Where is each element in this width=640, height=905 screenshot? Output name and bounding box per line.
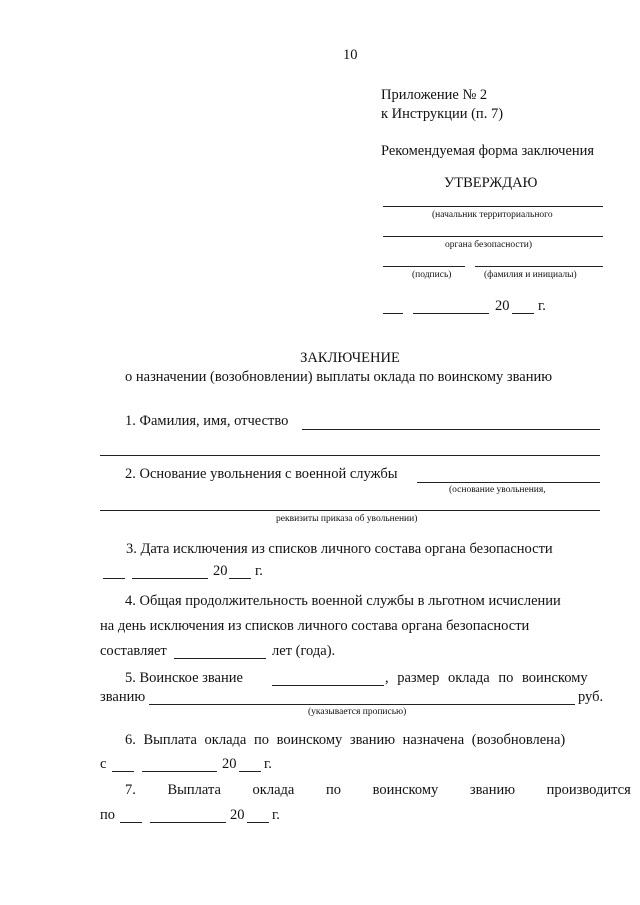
item6-line1: 6. Выплата оклада по воинскому званию назначена (возобновлена) <box>125 732 566 748</box>
approval-caption-1: (начальник территориального <box>432 210 553 220</box>
approval-date-year: 20 <box>495 298 510 314</box>
item5-caption: (указывается прописью) <box>308 707 407 717</box>
item7-prefix: по <box>100 807 116 823</box>
recommended-form-label: Рекомендуемая форма заключения <box>381 143 595 159</box>
item2-caption-2: реквизиты приказа об увольнении) <box>276 514 418 524</box>
item7-day-line <box>120 822 142 823</box>
signature-caption: (подпись) <box>412 270 452 280</box>
item2-line-2 <box>100 510 600 511</box>
approval-date-year-line <box>512 313 534 314</box>
approval-caption-2: органа безопасности) <box>445 240 532 250</box>
item3-year: 20 <box>213 563 228 579</box>
item7-year-line <box>247 822 269 823</box>
item4-suffix: лет (года). <box>272 643 336 659</box>
approval-title: УТВЕРЖДАЮ <box>444 175 538 191</box>
item3-suffix: г. <box>255 563 263 579</box>
item4-prefix: составляет <box>100 643 167 659</box>
document-subtitle: о назначении (возобновлении) выплаты оклада по воинскому званию <box>125 369 553 385</box>
document-title: ЗАКЛЮЧЕНИЕ <box>300 350 400 366</box>
item1-line-2 <box>100 455 600 456</box>
item6-suffix: г. <box>264 756 272 772</box>
item5-currency: руб. <box>578 689 604 705</box>
item6-prefix: с <box>100 756 107 772</box>
item3-month-line <box>132 578 208 579</box>
item5-label: 5. Воинское звание <box>125 670 243 686</box>
item2-caption-1: (основание увольнения, <box>449 485 546 495</box>
item6-year: 20 <box>222 756 237 772</box>
item1-line-1 <box>302 429 600 430</box>
item6-month-line <box>142 771 217 772</box>
item4-years-line <box>174 658 266 659</box>
signature-line <box>383 266 465 267</box>
item1-label: 1. Фамилия, имя, отчество <box>125 413 289 429</box>
item5-word: званию <box>100 689 146 705</box>
item3-day-line <box>103 578 125 579</box>
item5-amount-line <box>149 704 575 705</box>
item7-month-line <box>150 822 226 823</box>
approval-date-suffix: г. <box>538 298 546 314</box>
page-number: 10 <box>343 47 358 63</box>
approval-line-1 <box>383 206 603 207</box>
item2-label: 2. Основание увольнения с военной службы <box>125 466 398 482</box>
item7-suffix: г. <box>272 807 280 823</box>
item4-line2: на день исключения из списков личного состава органа безопасности <box>100 618 530 634</box>
item5-rank-line <box>272 685 384 686</box>
item5-mid: , размер оклада по воинскому <box>385 670 588 686</box>
name-line <box>475 266 603 267</box>
item3-text <box>100 541 606 558</box>
item7-line1: 7. Выплата оклада по воинскому званию производится <box>125 782 631 798</box>
item2-line-1 <box>417 482 600 483</box>
item3-year-line <box>229 578 251 579</box>
item6-year-line <box>239 771 261 772</box>
item7-year: 20 <box>230 807 245 823</box>
approval-date-month-line <box>413 313 489 314</box>
appendix-line1: Приложение № 2 <box>381 87 488 103</box>
name-caption: (фамилия и инициалы) <box>484 270 577 280</box>
item6-day-line <box>112 771 134 772</box>
item3-sentence: 3. Дата исключения из списков личного состава органа безопасности <box>126 541 553 557</box>
appendix-line2: к Инструкции (п. 7) <box>381 106 504 122</box>
approval-line-2 <box>383 236 603 237</box>
approval-date-day-line <box>383 313 403 314</box>
item4-line1: 4. Общая продолжительность военной службы в льготном исчислении <box>125 593 561 609</box>
